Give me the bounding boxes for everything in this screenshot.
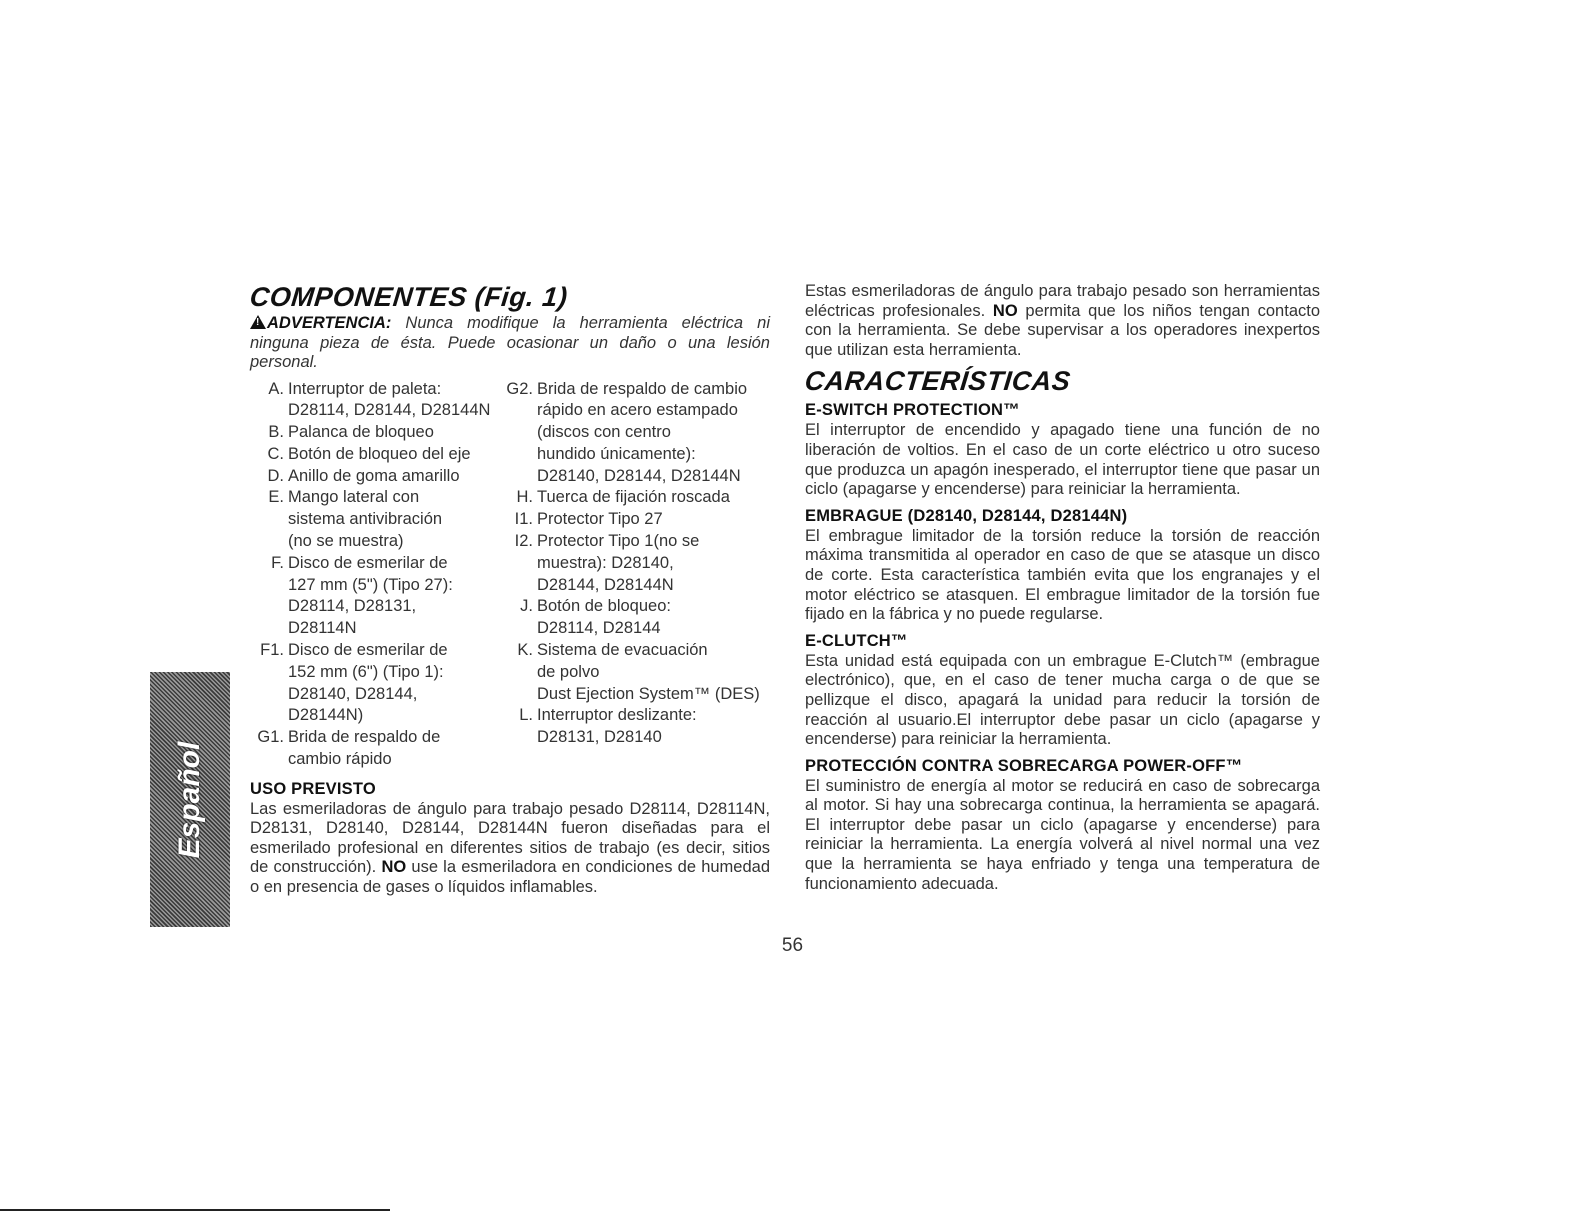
warning-lead: ADVERTENCIA: — [267, 314, 392, 332]
feature-heading: E-CLUTCH™ — [805, 631, 908, 650]
left-column — [250, 282, 770, 897]
list-item-text: Botón de bloqueo: D28114, D28144 — [537, 597, 671, 638]
list-item-label: G2. — [506, 379, 533, 398]
intro-text — [805, 282, 1320, 360]
right-column — [805, 282, 1320, 894]
list-item-text: Anillo de goma amarillo — [288, 466, 460, 485]
intro-text-a: Estas esmeriladoras de ángulo para trabajo pesado son herramientas eléctricas profesionales. — [805, 282, 1320, 320]
feature-text: El interruptor de encendido y apagado tiene una función de no liberación de voltios. En el caso de un corte eléctrico u otro suceso que produzca un apagón inesperado, el interruptor tiene que pasar un ciclo (apagarse y encenderse) para reiniciar la herramienta. — [805, 421, 1320, 499]
list-item — [493, 531, 768, 596]
feature-text: Esta unidad está equipada con un embrague E-Clutch™ (embrague electrónico), que, en el caso de tener mucha carga o de que se pellizque el disco, apagará la unidad para reducir la torsión de reacción al usuario.El interruptor debe pasar un ciclo (apagarse y encenderse) para reiniciar la herramienta. — [805, 651, 1320, 749]
language-side-tab — [150, 672, 230, 927]
list-item-text: Tuerca de fijación roscada — [537, 488, 730, 507]
list-item-text: Brida de respaldo de cambio rápido en acero estampado (discos con centro hundido únicamente): D28140, D28144, D28144N — [537, 379, 748, 485]
list-item-label: B. — [268, 423, 284, 442]
list-item — [250, 640, 500, 727]
list-item — [250, 727, 500, 771]
list-item-label: G1. — [257, 728, 284, 747]
bottom-rule — [0, 1209, 390, 1211]
list-item-label: E. — [268, 488, 284, 507]
list-item-label: K. — [517, 641, 533, 660]
components-title: COMPONENTES (Fig. 1) — [248, 282, 570, 312]
list-item-label: I1. — [514, 510, 533, 529]
list-item-text: Disco de esmerilar de 152 mm (6") (Tipo 1): D28140, D28144, D28144N) — [288, 641, 448, 725]
list-item-text: Sistema de evacuación de polvo Dust Ejection System™ (DES) — [537, 641, 760, 703]
components-list-right — [493, 379, 768, 750]
list-item-label: H. — [516, 488, 533, 507]
feature-heading: PROTECCIÓN CONTRA SOBRECARGA POWER-OFF™ — [805, 756, 1243, 775]
intro-bold: NO — [992, 301, 1018, 320]
list-item — [250, 487, 500, 552]
uso-text — [250, 800, 770, 898]
warning-triangle-icon — [250, 315, 266, 329]
uso-bold: NO — [381, 858, 407, 877]
list-item — [250, 444, 500, 466]
list-item-text: Interruptor deslizante: D28131, D28140 — [537, 706, 697, 747]
feature-heading: EMBRAGUE (D28140, D28144, D28144N) — [805, 506, 1128, 525]
list-item-label: C. — [267, 444, 284, 463]
list-item-text: Brida de respaldo de cambio rápido — [288, 728, 441, 769]
list-item-label: L. — [519, 706, 533, 725]
caracteristicas-title: CARACTERÍSTICAS — [803, 366, 1073, 397]
uso-text-a: Las esmeriladoras de ángulo para trabajo pesado D28114, D28114N, D28131, D28140, D28144, D28144N fueron diseñadas para el esmerilado profesional en diferentes sitios de trabajo (es decir, sitios de construcción). — [250, 799, 770, 877]
list-item-label: F1. — [260, 641, 284, 660]
list-item-text: Disco de esmerilar de 127 mm (5") (Tipo 27): D28114, D28131, D28114N — [288, 553, 453, 638]
list-item — [493, 705, 768, 749]
page-number: 56 — [781, 935, 804, 956]
list-item — [493, 596, 768, 640]
list-item — [250, 466, 500, 488]
list-item-text: Palanca de bloqueo — [288, 423, 434, 442]
components-warning — [250, 314, 770, 373]
list-item — [250, 553, 500, 640]
list-item-text: Protector Tipo 27 — [537, 510, 663, 529]
warning-text: Nunca modifique la herramienta eléctrica ni ninguna pieza de ésta. Puede ocasionar un daño o una lesión personal. — [250, 314, 770, 371]
list-item-text: Protector Tipo 1(no se muestra): D28140, D28144, D28144N — [537, 532, 700, 594]
intro-text-b: permita que los niños tengan contacto con la herramienta. Se debe supervisar a los operadores inexpertos que utilizan esta herramienta. — [805, 301, 1321, 359]
list-item — [493, 640, 768, 705]
uso-heading: USO PREVISTO — [250, 779, 376, 798]
side-tab-label: Español — [173, 741, 206, 858]
list-item-text: Botón de bloqueo del eje — [288, 444, 471, 463]
list-item-label: D. — [267, 466, 284, 485]
list-item — [493, 487, 768, 509]
uso-text-b: use la esmeriladora en condiciones de humedad o en presencia de gases o líquidos inflamables. — [250, 858, 771, 896]
feature-heading: E-SWITCH PROTECTION™ — [805, 401, 1020, 420]
feature-text: El suministro de energía al motor se reducirá en caso de sobrecarga al motor. Si hay una sobrecarga continua, la herramienta se apagará. El interruptor debe pasar un ciclo (apagarse y encenderse) para reiniciar la herramienta. La energía volverá al nivel normal una vez que la herramienta se haya enfriado y tenga una temperatura de funcionamiento adecuada. — [805, 776, 1320, 893]
list-item — [493, 509, 768, 531]
list-item — [250, 422, 500, 444]
list-item-text: Interruptor de paleta: D28114, D28144, D28144N — [288, 379, 491, 420]
list-item-label: J. — [520, 597, 533, 616]
components-list-left — [250, 379, 500, 771]
list-item-label: F. — [271, 553, 284, 572]
components-list — [250, 379, 770, 779]
list-item — [493, 379, 768, 488]
list-item — [250, 379, 500, 423]
features-list — [805, 400, 1320, 894]
list-item-text: Mango lateral con sistema antivibración (no se muestra) — [288, 488, 443, 551]
list-item-label: A. — [268, 379, 284, 398]
list-item-label: I2. — [514, 532, 533, 551]
feature-text: El embrague limitador de la torsión reduce la torsión de reacción máxima transmitida al operador en caso de que se atasque un disco de corte. Esta característica también evita que los engranajes y el motor eléctrico se atasquen. El embrague limitador de la torsión fue fijado en la fábrica y no puede regularse. — [805, 526, 1320, 624]
